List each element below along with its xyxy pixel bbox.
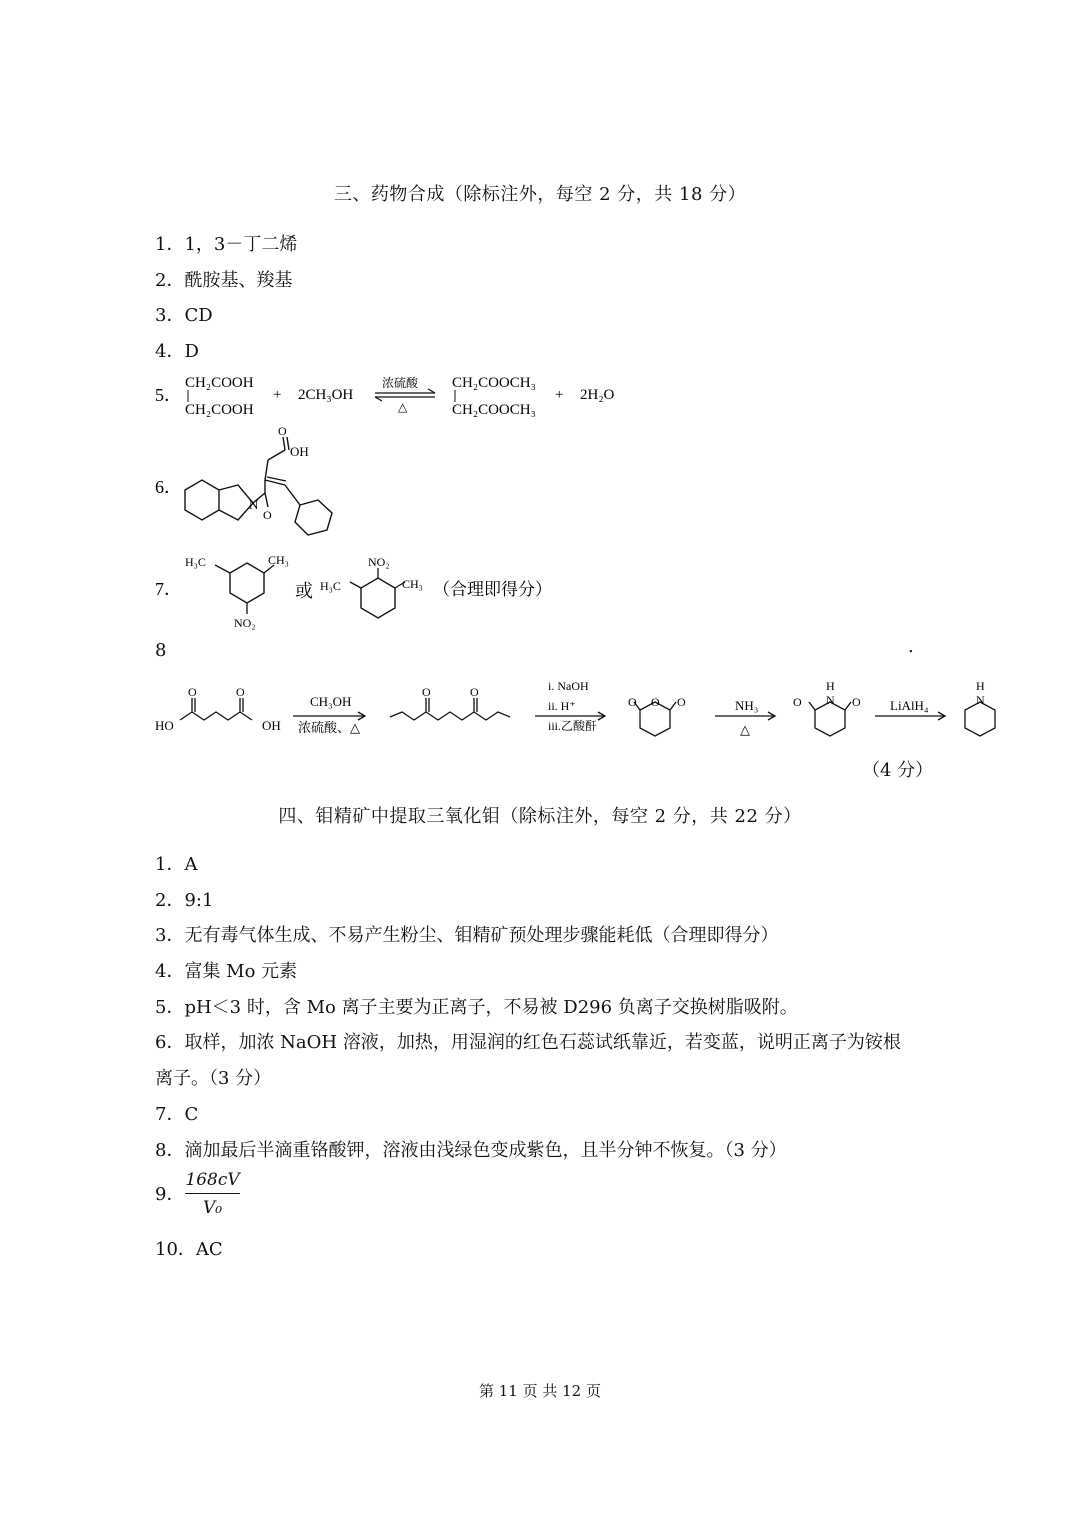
s3-answer-8-route	[150, 672, 1020, 752]
q5-plus-2: +	[555, 387, 564, 403]
q5-plus-1: +	[273, 387, 282, 403]
s3-answer-2: 2．酰胺基、羧基	[155, 270, 293, 291]
q5-methanol: 2CH₃OH	[298, 387, 354, 403]
q8-ho: HO	[155, 718, 174, 733]
s4-answer-9-denominator: V₀	[202, 1198, 223, 1218]
q6-label-n: N	[249, 497, 259, 512]
q8-oh: OH	[262, 718, 281, 733]
s3-answer-7-structures	[150, 548, 570, 633]
q7-note: （合理即得分）	[433, 580, 552, 599]
q7-s1-bottom: NO₂	[234, 616, 256, 630]
q5-condition-top: 浓硫酸	[382, 376, 419, 390]
q8-step1-top: CH₃OH	[310, 694, 352, 709]
q5-reactant-bottom: CH₂COOH	[185, 402, 254, 418]
q8-h-2: H	[976, 679, 985, 693]
q8-o-3: O	[422, 685, 431, 699]
s4-answer-1: 1．A	[155, 854, 198, 875]
q6-label-o2: O	[263, 508, 272, 522]
section-4-title: 四、钼精矿中提取三氧化钼（除标注外，每空 2 分，共 22 分）	[278, 806, 802, 827]
q7-s2-top: NO₂	[368, 555, 390, 569]
s3-answer-8-dot: .	[908, 636, 914, 657]
q8-h-1: H	[826, 679, 835, 693]
s4-answer-7: 7．C	[155, 1104, 199, 1125]
q7-number: 7．	[155, 579, 182, 599]
q8-o-7: O	[677, 695, 686, 709]
q8-o-8: O	[793, 695, 802, 709]
q5-product-top: CH₂COOCH₃	[452, 375, 536, 391]
s4-answer-10: 10．AC	[155, 1239, 223, 1260]
q8-o-4: O	[470, 685, 479, 699]
s3-answer-3: 3．CD	[155, 305, 213, 326]
q6-label-oh: OH	[290, 444, 309, 459]
q8-step1-bottom: 浓硫酸、△	[298, 720, 360, 735]
s4-answer-6-line2: 离子。（3 分）	[155, 1068, 272, 1089]
q5-water: 2H₂O	[580, 387, 615, 403]
q5-reactant-top: CH₂COOH	[185, 375, 254, 391]
s4-answer-9-number: 9．	[155, 1184, 185, 1205]
q8-step2-b: ii. H⁺	[548, 699, 576, 713]
q8-step4-top: LiAlH₄	[890, 698, 929, 713]
s3-answer-8-points: （4 分）	[862, 760, 934, 781]
q7-s2-left: H₃C	[320, 579, 341, 593]
q5-product-bottom: CH₂COOCH₃	[452, 402, 536, 418]
s4-answer-3: 3．无有毒气体生成、不易产生粉尘、钼精矿预处理步骤能耗低（合理即得分）	[155, 925, 779, 946]
s4-answer-2: 2．9:1	[155, 890, 214, 911]
q8-step3-top: NH₃	[735, 698, 759, 713]
q7-s1-right: CH₃	[268, 553, 289, 567]
s4-answer-8: 8．滴加最后半滴重铬酸钾，溶液由浅绿色变成紫色，且半分钟不恢复。（3 分）	[155, 1140, 787, 1161]
q6-label-o1: O	[278, 425, 287, 438]
s3-answer-5-equation	[150, 365, 650, 425]
s3-answer-8-number: 8	[155, 640, 167, 661]
q8-o-6: O	[651, 695, 660, 709]
q5-number: 5．	[155, 385, 182, 405]
s4-answer-9-numerator: 168cV	[185, 1170, 240, 1190]
q7-s1-left: H₃C	[185, 555, 206, 569]
q7-s2-right: CH₃	[402, 577, 423, 591]
section-3-title: 三、药物合成（除标注外，每空 2 分，共 18 分）	[333, 184, 747, 205]
q8-o-2: O	[236, 685, 245, 699]
s4-answer-5: 5．pH＜3 时，含 Mo 离子主要为正离子，不易被 D296 负离子交换树脂吸附。	[155, 997, 798, 1018]
s4-answer-6-line1: 6．取样，加浓 NaOH 溶液，加热，用湿润的红色石蕊试纸靠近，若变蓝，说明正离子为铵根	[155, 1032, 901, 1053]
s4-answer-9-fraction-bar	[185, 1193, 240, 1194]
q5-condition-bottom: △	[398, 400, 408, 414]
q8-o-9: O	[852, 695, 861, 709]
q8-o-1: O	[188, 685, 197, 699]
q8-n-1: N	[826, 693, 835, 707]
q8-o-5: O	[628, 695, 637, 709]
q8-step2-a: i. NaOH	[548, 679, 589, 693]
page-footer: 第 11 页 共 12 页	[478, 1382, 601, 1400]
q8-step2-c: iii.乙酸酐	[548, 719, 598, 733]
s4-answer-4: 4．富集 Mo 元素	[155, 961, 298, 982]
s3-answer-1: 1．1，3－丁二烯	[155, 234, 298, 255]
q8-n-2: N	[976, 693, 985, 707]
q6-number: 6．	[155, 477, 182, 497]
q8-step3-bottom: △	[740, 722, 750, 737]
s3-answer-4: 4．D	[155, 341, 199, 362]
s3-answer-6-structure	[150, 425, 370, 550]
q7-or: 或	[295, 581, 313, 601]
